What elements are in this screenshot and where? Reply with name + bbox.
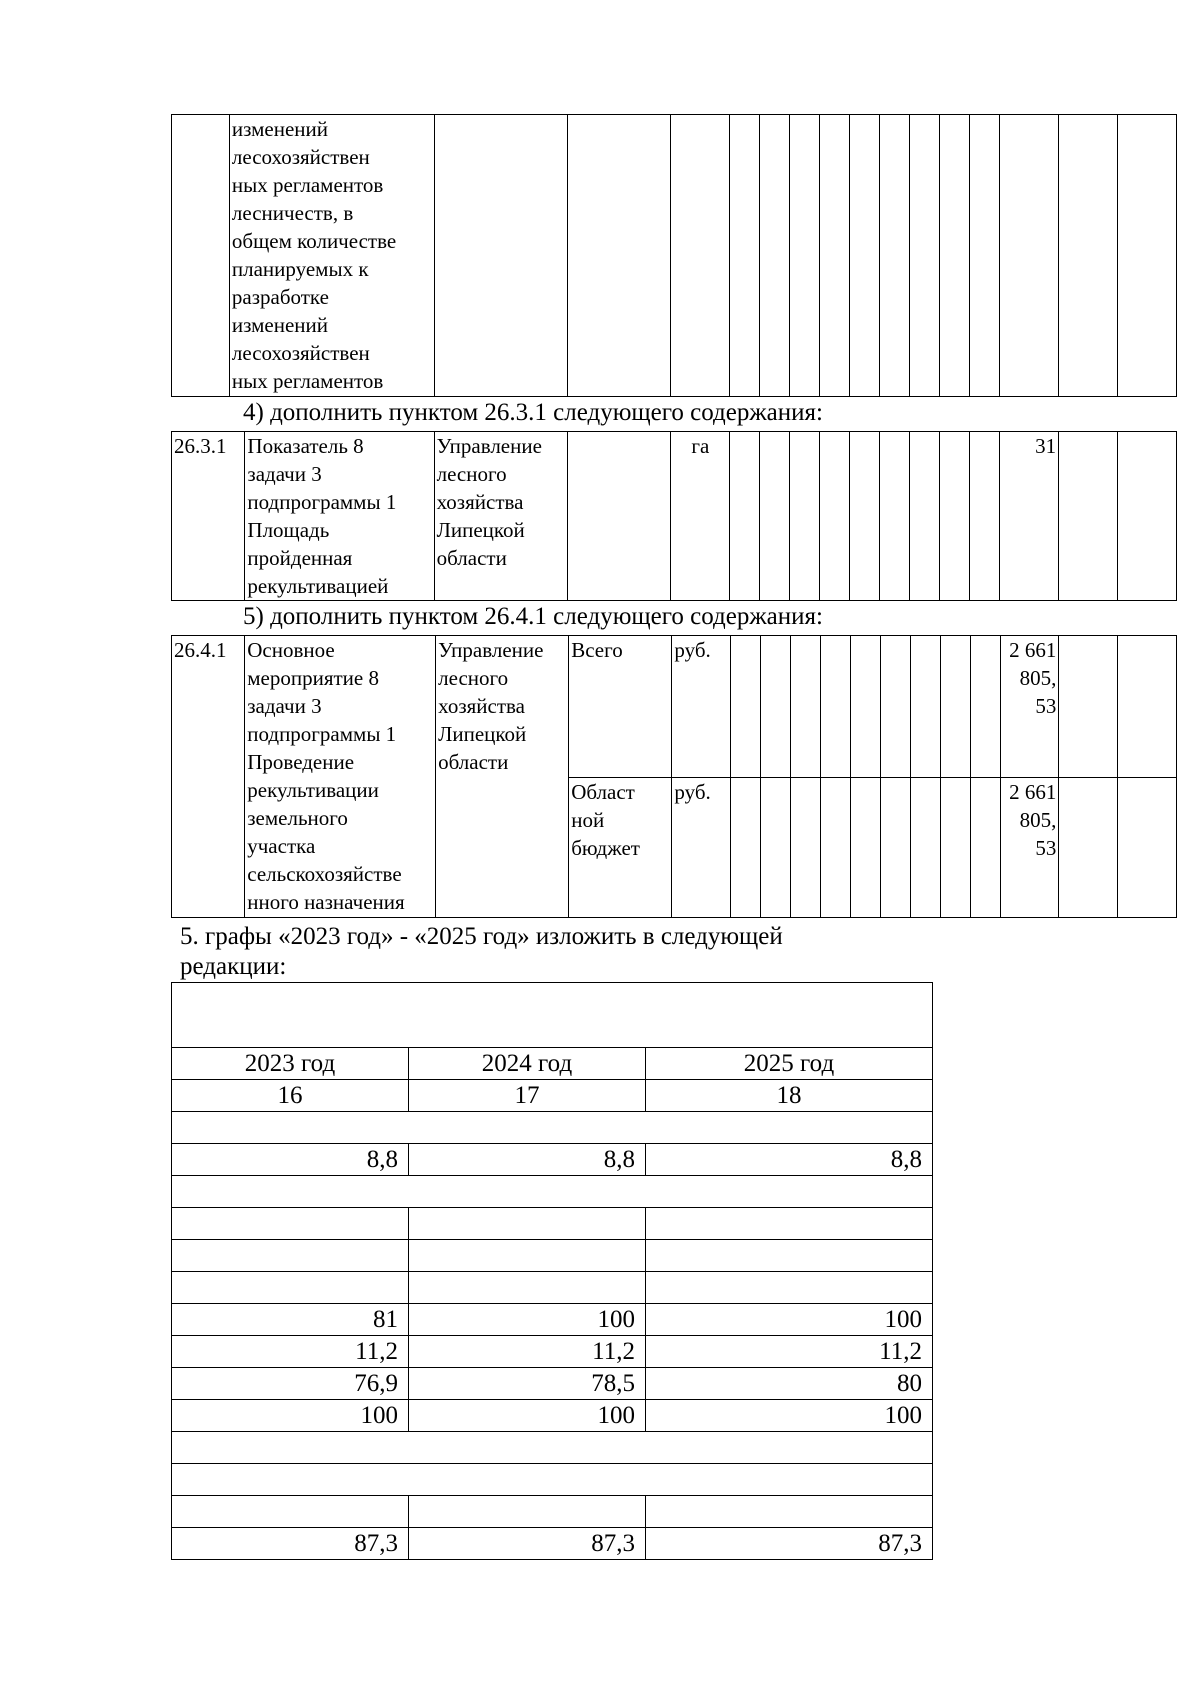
cell-line: ных регламентов bbox=[231, 369, 384, 393]
table-cell: 17 bbox=[409, 1080, 646, 1112]
unit: руб. bbox=[672, 778, 731, 918]
cell-line: рекультивацией bbox=[247, 574, 389, 598]
cell-line: Област bbox=[571, 780, 635, 804]
cell-line: бюджет bbox=[571, 836, 640, 860]
cell-line: изменений bbox=[231, 313, 329, 337]
table-cell bbox=[172, 1240, 409, 1272]
table-cell bbox=[409, 1496, 646, 1528]
table-row bbox=[172, 1432, 933, 1464]
table-row bbox=[172, 1528, 933, 1560]
cell-line: земельного bbox=[247, 806, 348, 830]
table-row bbox=[172, 1272, 933, 1304]
table-row bbox=[172, 1368, 933, 1400]
table-cell: 100 bbox=[646, 1400, 933, 1432]
table-row bbox=[172, 115, 1177, 397]
source-label bbox=[569, 778, 672, 918]
cell-line: Всего bbox=[571, 638, 623, 662]
responsible bbox=[434, 432, 567, 601]
cell-line: лесничеств, в bbox=[231, 201, 354, 225]
table-row bbox=[172, 1144, 933, 1176]
cell-line: участка bbox=[247, 834, 316, 858]
cell-line: лесного bbox=[436, 462, 507, 486]
table-cell bbox=[646, 1496, 933, 1528]
table-cell bbox=[646, 1272, 933, 1304]
value-cell: 31 bbox=[1000, 432, 1059, 601]
cell-line: пройденная bbox=[247, 546, 353, 570]
cell-line: задачи 3 bbox=[247, 462, 322, 486]
cell-line: лесного bbox=[438, 666, 509, 690]
table-row bbox=[172, 1304, 933, 1336]
table-cell: 87,3 bbox=[646, 1528, 933, 1560]
table-cell: 100 bbox=[646, 1304, 933, 1336]
unit: га bbox=[671, 432, 730, 601]
table-row bbox=[172, 1400, 933, 1432]
table-row bbox=[172, 983, 933, 1048]
table-cell: 11,2 bbox=[409, 1336, 646, 1368]
table-cell bbox=[172, 1496, 409, 1528]
table-cell bbox=[172, 1176, 933, 1208]
table-row bbox=[172, 1496, 933, 1528]
cell-line: хозяйства bbox=[436, 490, 524, 514]
table-cell bbox=[409, 1240, 646, 1272]
table-cell: 8,8 bbox=[409, 1144, 646, 1176]
table-cell: 16 bbox=[172, 1080, 409, 1112]
cell-line: 53 bbox=[1035, 836, 1057, 860]
cell-line: 53 bbox=[1035, 694, 1057, 718]
table-cell bbox=[409, 1208, 646, 1240]
cell-line: разработке bbox=[231, 285, 329, 309]
cell-line: нного назначения bbox=[247, 890, 405, 914]
cell-line: подпрограммы 1 bbox=[247, 722, 397, 746]
cell-line: Липецкой bbox=[436, 518, 525, 542]
cell-name bbox=[229, 115, 434, 397]
cell-line: Площадь bbox=[247, 518, 330, 542]
cell-line: ной bbox=[571, 808, 605, 832]
table-cell: 11,2 bbox=[646, 1336, 933, 1368]
section-5-line1: 5. графы «2023 год» - «2025 год» изложить в следующей bbox=[180, 923, 783, 950]
cell-line: лесохозяйствен bbox=[231, 341, 370, 365]
continuation-table bbox=[171, 114, 1177, 397]
table-cell: 2024 год bbox=[409, 1048, 646, 1080]
unit: руб. bbox=[672, 636, 731, 778]
table-cell: 100 bbox=[172, 1400, 409, 1432]
cell-line: 2 661 bbox=[1009, 780, 1057, 804]
cell-line: ных регламентов bbox=[231, 173, 384, 197]
table-row bbox=[172, 636, 1177, 778]
value-cell bbox=[1000, 778, 1059, 918]
cell-line: Проведение bbox=[247, 750, 355, 774]
row-number: 26.3.1 bbox=[172, 432, 245, 601]
indicator-name bbox=[245, 432, 434, 601]
responsible bbox=[436, 636, 569, 918]
source-label bbox=[569, 636, 672, 778]
table-row bbox=[172, 1464, 933, 1496]
cell-line: Управление bbox=[436, 434, 542, 458]
cell-empty bbox=[172, 115, 230, 397]
table-row bbox=[172, 1336, 933, 1368]
table-cell: 18 bbox=[646, 1080, 933, 1112]
table-cell: 87,3 bbox=[409, 1528, 646, 1560]
cell-line: сельскохозяйстве bbox=[247, 862, 402, 886]
table-cell: 8,8 bbox=[646, 1144, 933, 1176]
cell-line: планируемых к bbox=[231, 257, 369, 281]
table-row bbox=[172, 1240, 933, 1272]
table-cell bbox=[172, 1112, 933, 1144]
table-cell: 87,3 bbox=[172, 1528, 409, 1560]
cell-line: мероприятие 8 bbox=[247, 666, 379, 690]
table-cell: 78,5 bbox=[409, 1368, 646, 1400]
cell-line: Управление bbox=[438, 638, 544, 662]
table-cell: 100 bbox=[409, 1304, 646, 1336]
table-row bbox=[172, 1176, 933, 1208]
table-cell: 80 bbox=[646, 1368, 933, 1400]
table-cell bbox=[172, 1208, 409, 1240]
years-table bbox=[171, 982, 933, 1560]
cell-line: области bbox=[438, 750, 509, 774]
table-cell: 2023 год bbox=[172, 1048, 409, 1080]
cell-line: изменений bbox=[231, 117, 329, 141]
table-cell bbox=[646, 1240, 933, 1272]
table-cell: 81 bbox=[172, 1304, 409, 1336]
cell-line: хозяйства bbox=[438, 694, 525, 718]
table-row bbox=[172, 1080, 933, 1112]
value-cell bbox=[1000, 636, 1059, 778]
cell-line: подпрограммы 1 bbox=[247, 490, 397, 514]
caption-add-26-4-1: 5) дополнить пунктом 26.4.1 следующего содержания: bbox=[243, 603, 823, 630]
cell-line: Показатель 8 bbox=[247, 434, 364, 458]
cell-line: задачи 3 bbox=[247, 694, 322, 718]
cell-line: Липецкой bbox=[438, 722, 527, 746]
table-cell bbox=[646, 1208, 933, 1240]
table-cell bbox=[172, 1464, 933, 1496]
table-row bbox=[172, 1112, 933, 1144]
table-cell: 76,9 bbox=[172, 1368, 409, 1400]
cell-line: 805, bbox=[1019, 808, 1057, 832]
table-cell: 8,8 bbox=[172, 1144, 409, 1176]
table-cell: 11,2 bbox=[172, 1336, 409, 1368]
table-row bbox=[172, 432, 1177, 601]
table-cell: 2025 год bbox=[646, 1048, 933, 1080]
table-row bbox=[172, 1208, 933, 1240]
measure-name bbox=[245, 636, 436, 918]
table-cell bbox=[172, 1432, 933, 1464]
table-cell bbox=[172, 1272, 409, 1304]
cell-line: лесохозяйствен bbox=[231, 145, 370, 169]
table-cell bbox=[409, 1272, 646, 1304]
cell-line: области bbox=[436, 546, 507, 570]
cell-line: Основное bbox=[247, 638, 335, 662]
row-number: 26.4.1 bbox=[172, 636, 245, 918]
caption-add-26-3-1: 4) дополнить пунктом 26.3.1 следующего содержания: bbox=[243, 399, 823, 426]
cell-line: 2 661 bbox=[1009, 638, 1057, 662]
cell-line: рекультивации bbox=[247, 778, 379, 802]
cell-line: общем количестве bbox=[231, 229, 397, 253]
table-cell: 100 bbox=[409, 1400, 646, 1432]
row-26-3-1-table bbox=[171, 431, 1177, 601]
table-row bbox=[172, 1048, 933, 1080]
cell-line: 805, bbox=[1019, 666, 1057, 690]
section-5-line2: редакции: bbox=[180, 953, 287, 980]
row-26-4-1-table bbox=[171, 635, 1177, 918]
